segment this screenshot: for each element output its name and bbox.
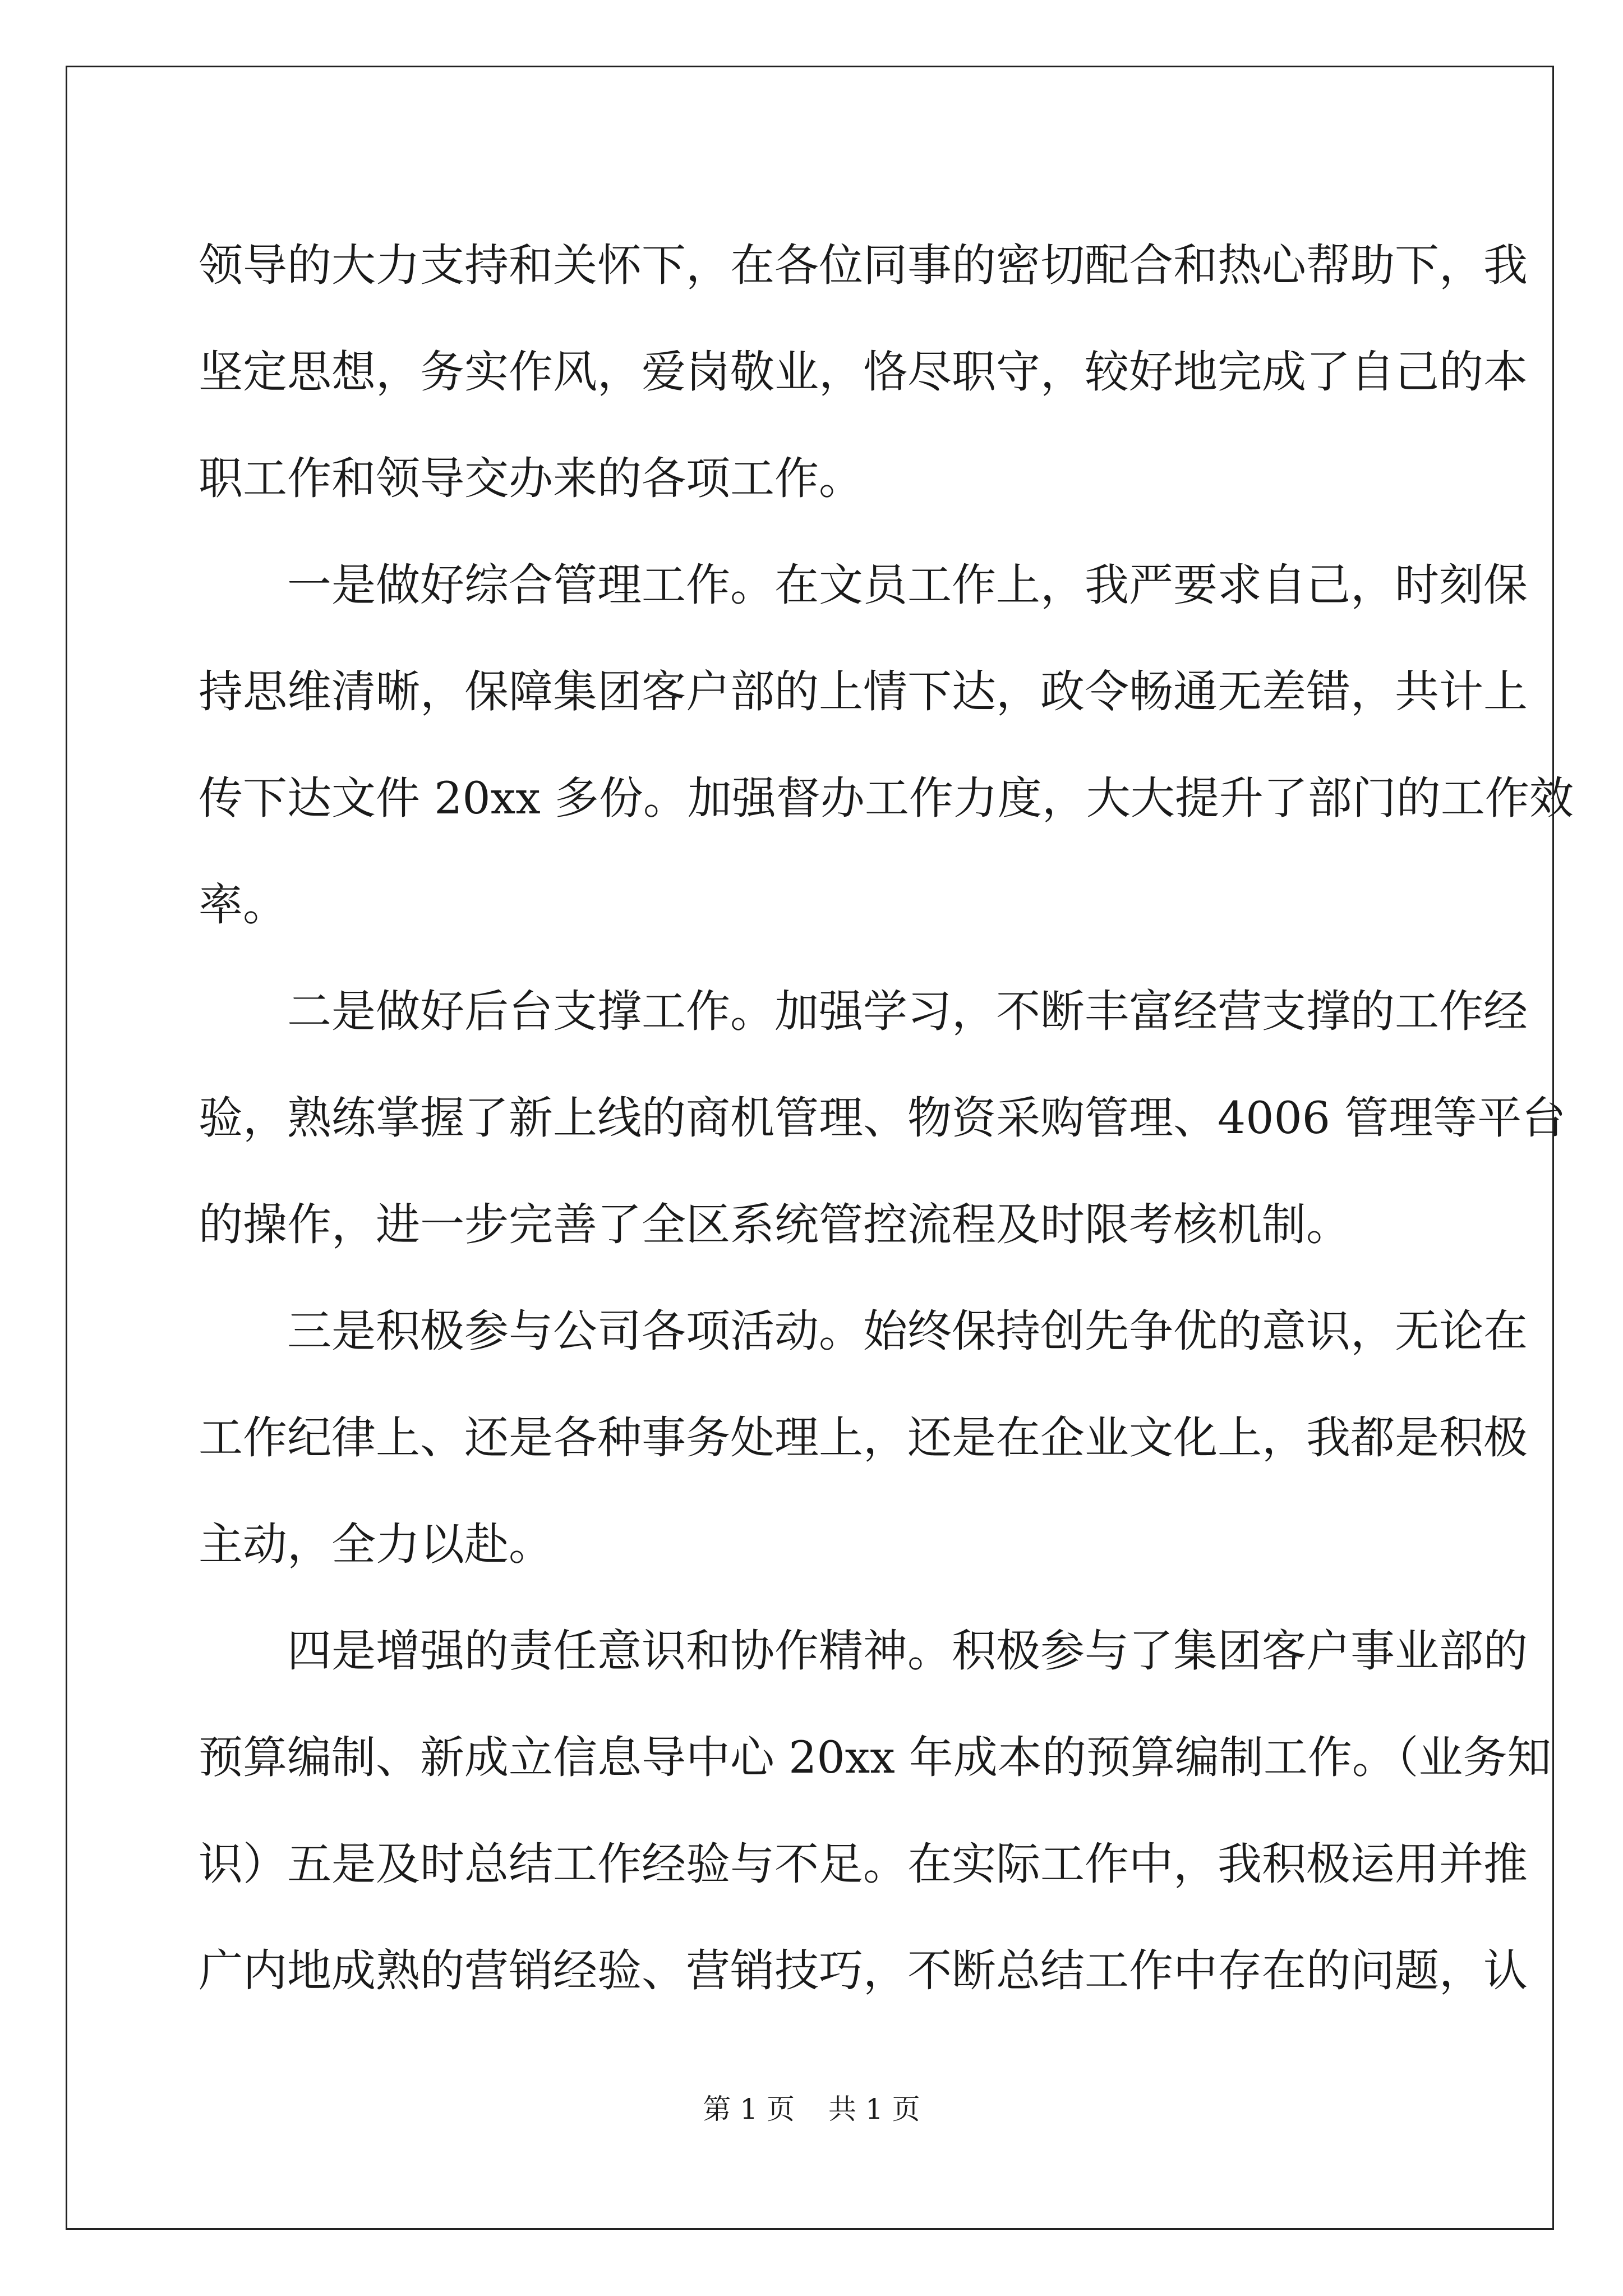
paragraph-start-line: 二是做好后台支撑工作。加强学习，不断丰富经营支撑的工作经 (287, 986, 1528, 1037)
text-line: 领导的大力支持和关怀下，在各位同事的密切配合和热心帮助下，我 (199, 240, 1528, 291)
text-line: 预算编制、新成立信息导中心 20xx 年成本的预算编制工作。（业务知 (199, 1732, 1552, 1783)
text-line: 率。 (199, 879, 287, 931)
text-line: 职工作和领导交办来的各项工作。 (199, 453, 863, 504)
page-number-total: 共 1 页 (828, 2093, 920, 2125)
paragraph-start-line: 一是做好综合管理工作。在文员工作上，我严要求自己，时刻保 (287, 559, 1528, 611)
text-line: 主动，全力以赴。 (199, 1519, 553, 1570)
text-line: 验，熟练掌握了新上线的商机管理、物资采购管理、4006 管理等平台 (199, 1092, 1566, 1144)
text-line: 工作纪律上、还是各种事务处理上，还是在企业文化上，我都是积极 (199, 1412, 1528, 1464)
document-body (199, 212, 1574, 2024)
text-line: 的操作，进一步完善了全区系统管控流程及时限考核机制。 (199, 1199, 1350, 1250)
text-line: 识）五是及时总结工作经验与不足。在实际工作中，我积极运用并推 (199, 1838, 1528, 1890)
text-line: 坚定思想，务实作风，爱岗敬业，恪尽职守，较好地完成了自己的本 (199, 346, 1528, 398)
text-line: 传下达文件 20xx 多份。加强督办工作力度，大大提升了部门的工作效 (199, 772, 1574, 824)
text-line: 广内地成熟的营销经验、营销技巧，不断总结工作中存在的问题，认 (199, 1945, 1528, 1996)
paragraph-start-line: 三是积极参与公司各项活动。始终保持创先争优的意识，无论在 (287, 1305, 1528, 1357)
page-number-current: 第 1 页 (703, 2093, 795, 2125)
page-footer (0, 2092, 1623, 2126)
text-line: 持思维清晰，保障集团客户部的上情下达，政令畅通无差错，共计上 (199, 666, 1528, 717)
paragraph-start-line: 四是增强的责任意识和协作精神。积极参与了集团客户事业部的 (287, 1625, 1528, 1677)
